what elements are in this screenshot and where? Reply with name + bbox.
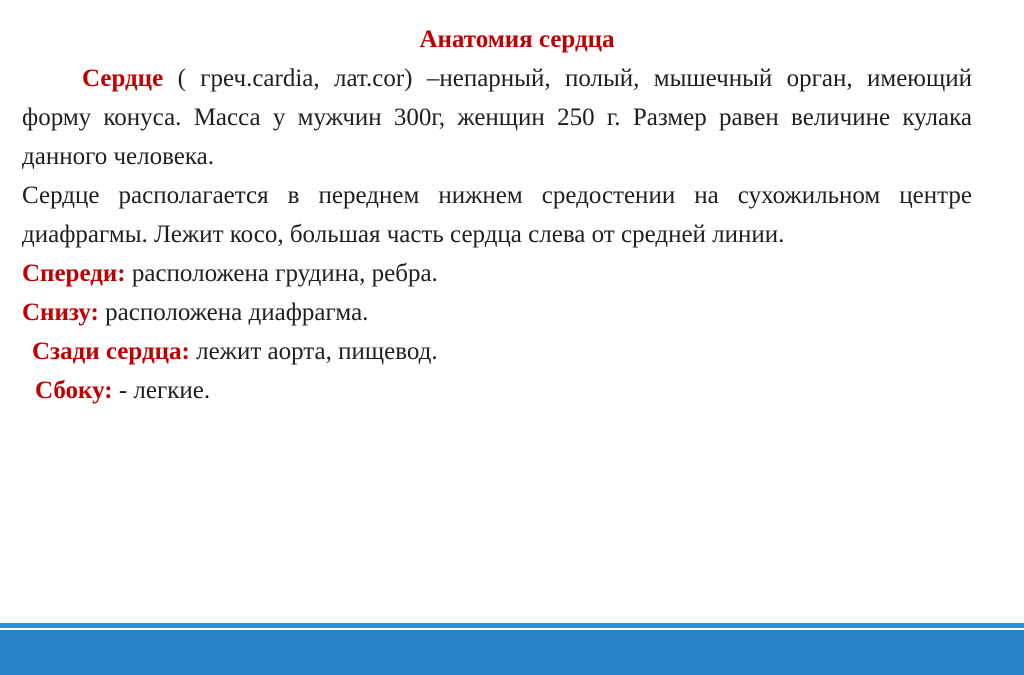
list-item-front [22,254,972,293]
list-item-text: расположена диафрагма. [98,299,369,326]
term-heart: Сердце [82,65,164,92]
list-item-label: Сзади сердца: [32,338,190,365]
footer-accent-line [0,623,1024,628]
list-item-text: расположена грудина, ребра. [125,260,438,287]
list-item-below [22,293,972,332]
slide-title: Анатомия сердца [419,26,615,53]
list-item-side [22,371,972,410]
list-item-label: Снизу: [22,299,99,326]
list-item-label: Спереди: [22,260,126,287]
list-item-behind [22,332,972,371]
definition-text: ( греч.cardia, лат.cor) –непарный, полый, мышечный орган, имеющий форму конуса. Масса у мужчин 300г, женщин 250 г. Размер равен величине кулака данного человека. [22,65,972,170]
footer-bar [0,630,1024,675]
location-paragraph: Сердце располагается в переднем нижнем средостении на сухожильном центре диафрагмы. Лежит косо, большая часть сердца слева от средней линии. [22,182,972,248]
list-item-text: лежит аорта, пищевод. [189,338,438,365]
list-item-text: - легкие. [112,377,211,404]
list-item-label: Сбоку: [35,377,113,404]
definition-paragraph [22,59,972,176]
slide-content [22,20,972,410]
